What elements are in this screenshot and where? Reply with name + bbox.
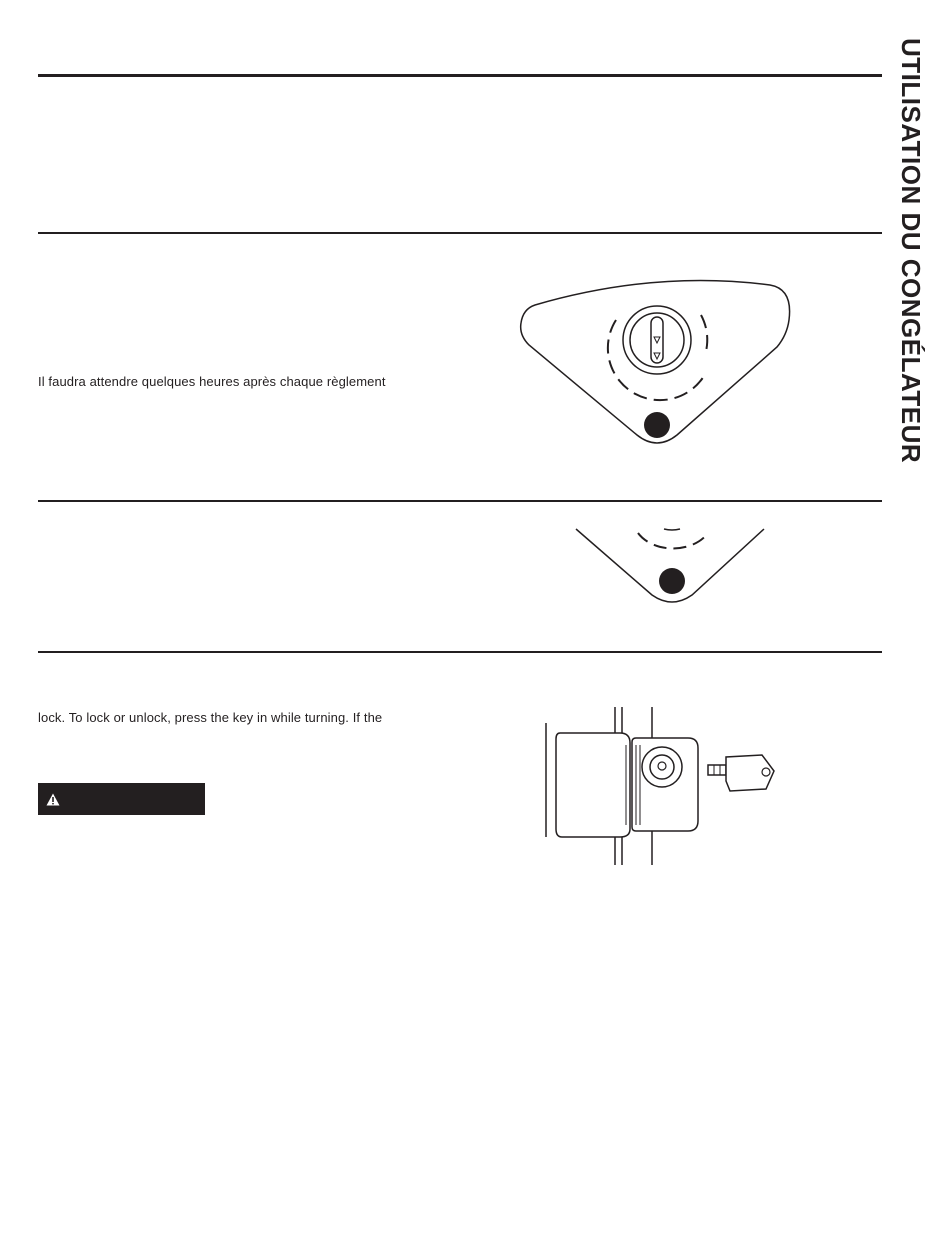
side-section-title: UTILISATION DU CONGÉLATEUR bbox=[896, 38, 926, 464]
warning-label-bar bbox=[38, 783, 205, 815]
section-divider-top bbox=[38, 74, 882, 77]
section-divider-drain bbox=[38, 500, 882, 502]
section-divider-temperature bbox=[38, 232, 882, 234]
drain-control-illustration bbox=[572, 525, 768, 605]
lock-paragraph-line: lock. To lock or unlock, press the key in while turning. If the bbox=[38, 710, 383, 725]
temperature-control-illustration bbox=[515, 265, 795, 455]
section-divider-lock bbox=[38, 651, 882, 653]
warning-triangle-icon bbox=[46, 793, 60, 806]
temperature-paragraph-line: Il faudra attendre quelques heures après chaque règlement bbox=[38, 374, 386, 389]
lock-key-illustration bbox=[540, 705, 800, 870]
